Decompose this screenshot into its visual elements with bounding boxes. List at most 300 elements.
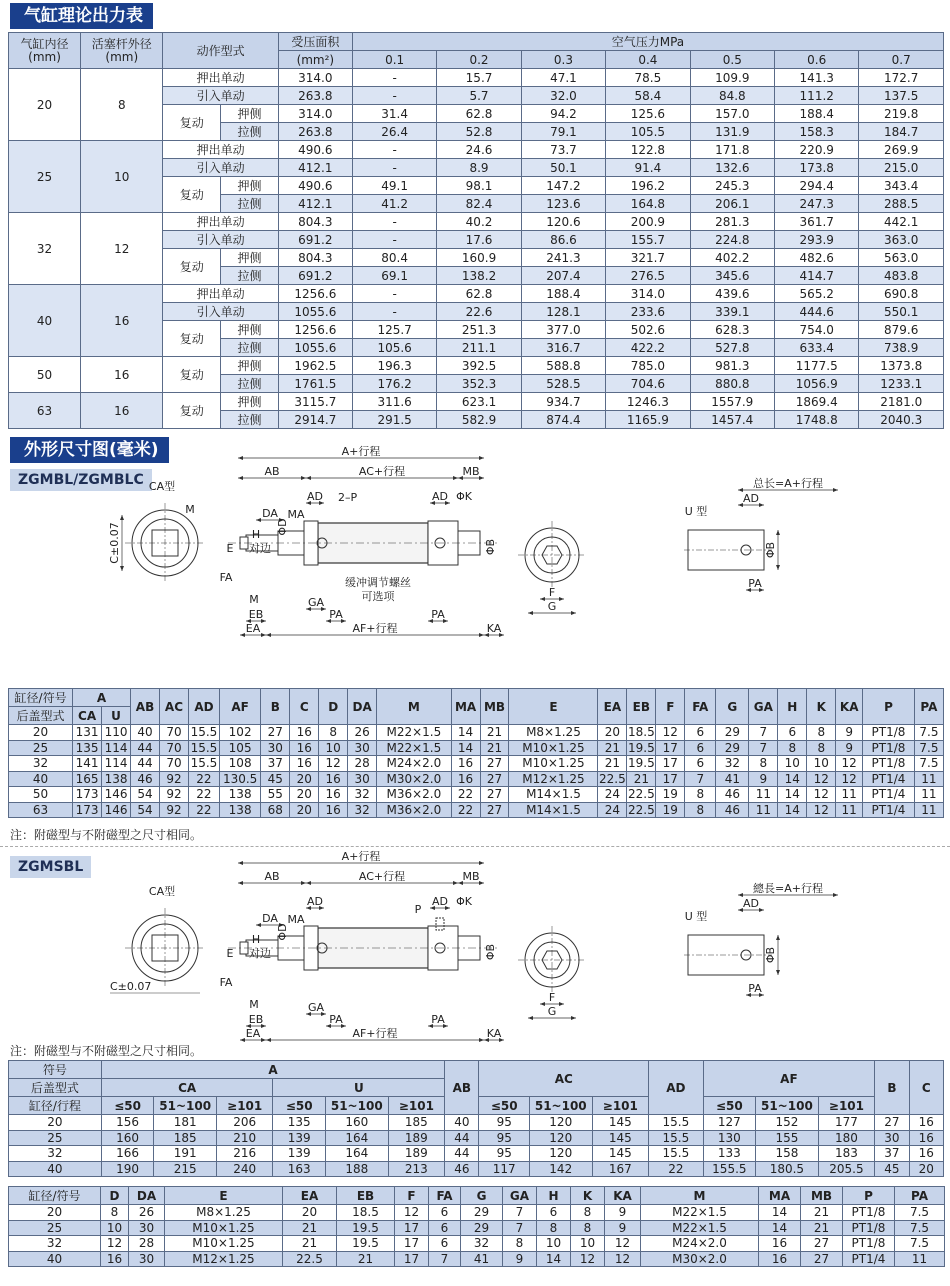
table-cell: 11 [914,802,943,818]
value-cell: 343.4 [859,177,944,195]
label-fa: FA [219,571,233,584]
table-row [9,1251,945,1267]
model-label-zgmbl: ZGMBL/ZGMBLC [10,469,152,491]
label-ka: KA [486,622,502,635]
table-cell: 8 [807,725,836,741]
action-side: 拉侧 [221,195,279,213]
label-ad: AD [432,490,448,503]
label-ab: AB [264,465,280,478]
table-cell: 22 [649,1161,704,1177]
table-cell: 46 [131,771,160,787]
table-cell: 14 [778,802,807,818]
bore-cell: 40 [9,285,81,357]
header-range: ≤50 [703,1097,755,1115]
value-cell: 623.1 [437,393,521,411]
value-cell: 32.0 [521,87,605,105]
value-cell: 263.8 [278,123,352,141]
table-cell: PT1/8 [863,740,915,756]
table-cell: 21 [283,1236,337,1252]
table-cell: 30 [348,771,377,787]
header-col: MA [451,689,480,725]
header-col: KA [605,1187,641,1205]
table-cell: 114 [102,756,131,772]
label-phi-b: ΦB [484,538,497,556]
value-cell: 47.1 [521,69,605,87]
table-cell: 30 [129,1251,165,1267]
table-cell: 210 [216,1130,273,1146]
table-cell: 7.5 [895,1220,945,1236]
table-cell: PT1/4 [863,771,915,787]
value-cell: 131.9 [690,123,774,141]
action-side: 押侧 [221,357,279,375]
value-cell: 879.6 [859,321,944,339]
header-col: C [290,689,319,725]
table-cell: 27 [480,802,509,818]
table-cell: 46 [716,802,749,818]
table-cell: 27 [261,725,290,741]
value-cell: 50.1 [521,159,605,177]
table-cell: 6 [685,725,716,741]
label-pa: PA [329,608,343,621]
table-cell: 12 [571,1251,605,1267]
table-cell: 17 [395,1220,429,1236]
table-cell: M10×1.25 [509,756,598,772]
table-cell: 7.5 [895,1205,945,1221]
table-cell: 63 [9,802,73,818]
table-cell: 16 [759,1236,801,1252]
value-cell: 173.8 [775,159,859,177]
table-cell: 22.5 [627,802,655,817]
table-cell: 15.5 [649,1130,704,1146]
value-cell: 392.5 [437,357,521,375]
table-cell: 185 [154,1130,217,1146]
action-push: 押出单动 [163,213,278,231]
label-phi-b: ΦB [484,943,497,961]
value-cell: 1557.9 [690,393,774,411]
table-cell: 40 [9,771,73,787]
table-cell: 14 [759,1205,801,1221]
table-cell: 12 [836,771,863,787]
label-eb: EB [248,1013,264,1026]
value-cell: 188.4 [775,105,859,123]
value-cell: - [352,231,436,249]
table-cell: 185 [388,1115,445,1131]
table-cell: 44 [445,1146,479,1162]
value-cell: 981.3 [690,357,774,375]
header-ca: CA [73,707,102,725]
table-cell: 205.5 [818,1161,875,1177]
table-cell: 12 [656,725,685,741]
header-pressure-value: 0.7 [859,51,944,69]
value-cell: 804.3 [278,213,352,231]
table-cell: 20 [9,1205,101,1221]
label-ga: GA [307,1001,325,1014]
value-cell: 1165.9 [606,411,690,429]
table-cell: 130 [703,1130,755,1146]
label-duibian: 对边 [249,542,271,555]
table-cell: 12 [605,1251,641,1267]
value-cell: 565.2 [775,285,859,303]
table-cell: M30×2.0 [641,1251,759,1267]
table-cell: 11 [836,787,863,803]
label-ab: AB [264,870,280,883]
value-cell: 73.7 [521,141,605,159]
label-da: DA [262,912,278,925]
header-col: EA [283,1187,337,1205]
table-cell: 54 [131,802,160,818]
table-row [9,787,944,803]
header-bore-symbol: 缸径/符号 [9,689,73,707]
table-cell: 165 [73,771,102,787]
table-cell: 145 [592,1115,649,1131]
table-cell: 11 [836,802,863,818]
table-cell: 21 [337,1251,395,1267]
header-ab: AB [445,1061,479,1115]
action-side: 拉侧 [221,411,279,429]
table-cell: 16 [451,756,480,772]
header-col: M [377,689,451,725]
header-pressure-value: 0.6 [775,51,859,69]
table-cell: 21 [283,1220,337,1236]
table-cell: 32 [461,1236,503,1252]
table-cell: 138 [219,787,260,803]
value-cell: 1177.5 [775,357,859,375]
table-cell: 14 [778,787,807,803]
table-cell: 14 [451,725,480,741]
table-cell: 25 [9,740,73,756]
table-cell: 190 [101,1161,153,1177]
table-row [9,725,944,741]
value-cell: 176.2 [352,375,436,393]
table-cell: M10×1.25 [165,1236,283,1252]
label-pa: PA [748,982,762,995]
table-cell: 25 [9,1130,102,1146]
table-cell: 26 [129,1205,165,1221]
rod-cell: 16 [81,285,163,357]
value-cell: 1233.1 [859,375,944,393]
value-cell: 147.2 [521,177,605,195]
table-cell: 28 [348,756,377,772]
table-cell: 68 [261,802,290,818]
table-cell: 131 [73,725,102,741]
header-col: F [656,689,685,725]
value-cell: 31.4 [352,105,436,123]
action-double: 复动 [163,357,221,393]
table-cell: 7 [749,740,778,756]
table-cell: 7.5 [895,1236,945,1252]
table-cell: 10 [319,740,348,756]
c-tolerance-label: C±0.07 [110,980,152,993]
bore-cell: 25 [9,141,81,213]
value-cell: 1373.8 [859,357,944,375]
header-col: MA [759,1187,801,1205]
table-cell: 32 [348,802,377,818]
header-col: AC [159,689,188,725]
table-cell: 14 [451,740,480,756]
value-cell: 80.4 [352,249,436,267]
value-cell: 196.2 [606,177,690,195]
table-cell: 92 [159,787,188,803]
header-range: ≥101 [818,1097,875,1115]
table-cell: 70 [159,725,188,741]
table-row [9,1236,945,1252]
value-cell: 125.7 [352,321,436,339]
table-cell: 24 [598,802,627,818]
value-cell: 1748.8 [775,411,859,429]
table-cell: 8 [778,740,807,756]
header-bore: 气缸内径 (mm) [9,33,81,69]
value-cell: - [352,87,436,105]
header-pressure-value: 0.5 [690,51,774,69]
label-ac-stroke: AC+行程 [358,465,406,478]
table-cell: 155 [756,1130,819,1146]
table-cell: 17 [656,756,685,772]
table-cell: 22.5 [283,1251,337,1267]
table-cell: 240 [216,1161,273,1177]
table-cell: 44 [131,740,160,756]
value-cell: 690.8 [859,285,944,303]
table-cell: 145 [592,1130,649,1146]
table-cell: 16 [759,1251,801,1267]
value-cell: 482.6 [775,249,859,267]
header-col: EA [598,689,627,725]
table-cell: 10 [778,756,807,772]
table-cell: 180.5 [756,1161,819,1177]
table-cell: 12 [836,756,863,772]
value-cell: 339.1 [690,303,774,321]
action-side: 拉侧 [221,339,279,357]
table-cell: 16 [909,1130,943,1146]
header-col: K [571,1187,605,1205]
value-cell: 5.7 [437,87,521,105]
label-phi-b: ΦB [764,541,777,559]
value-cell: 294.4 [775,177,859,195]
value-cell: 49.1 [352,177,436,195]
value-cell: - [352,159,436,177]
table-cell: PT1/8 [843,1236,895,1252]
value-cell: 1055.6 [278,339,352,357]
value-cell: 314.0 [278,105,352,123]
value-cell: 22.6 [437,303,521,321]
value-cell: 200.9 [606,213,690,231]
header-symbol: 符号 [9,1061,102,1079]
table-cell: 32 [716,756,749,772]
table-cell: 30 [261,740,290,756]
table-cell: 11 [895,1251,945,1267]
table-cell: 8 [571,1205,605,1221]
table-cell: 102 [219,725,260,741]
header-area: 受压面积 [278,33,352,51]
table-cell: 92 [159,802,188,818]
table-row [9,1146,944,1162]
table-cell: 92 [159,771,188,787]
value-cell: 160.9 [437,249,521,267]
table-cell: M8×1.25 [509,725,598,741]
value-cell: 219.8 [859,105,944,123]
table-cell: 8 [685,802,716,818]
table-cell: 16 [451,771,480,787]
value-cell: 125.6 [606,105,690,123]
value-cell: 314.0 [278,69,352,87]
table-cell: 40 [9,1251,101,1267]
value-cell: 1761.5 [278,375,352,393]
label-af-stroke: AF+行程 [352,1027,398,1040]
value-cell: 245.3 [690,177,774,195]
value-cell: 94.2 [521,105,605,123]
value-cell: 58.4 [606,87,690,105]
label-a-stroke: A+行程 [341,445,381,458]
label-g: G [547,600,557,613]
table-cell: 22.5 [599,771,626,786]
table-cell: 17 [395,1236,429,1252]
header-col: G [716,689,749,725]
header-col: E [165,1187,283,1205]
action-push: 押出单动 [163,141,278,159]
table-cell: 215 [154,1161,217,1177]
table-cell: 139 [273,1146,325,1162]
action-side: 押侧 [221,321,279,339]
table-cell: 17 [395,1251,429,1267]
value-cell: 171.8 [690,141,774,159]
value-cell: 361.7 [775,213,859,231]
table-cell: 173 [73,787,102,803]
header-a: A [101,1061,444,1079]
u-type-label: U 型 [684,505,708,518]
bore-cell: 32 [9,213,81,285]
table-cell: 29 [461,1220,503,1236]
value-cell: 293.9 [775,231,859,249]
dimension-table-zgmsbl-b [8,1186,945,1267]
table-cell: 108 [219,756,260,772]
value-cell: 1246.3 [606,393,690,411]
table-cell: 11 [749,787,778,803]
label-f: F [548,991,556,1004]
value-cell: 442.1 [859,213,944,231]
value-cell: 934.7 [521,393,605,411]
table-row [9,771,944,787]
value-cell: 263.8 [278,87,352,105]
value-cell: 69.1 [352,267,436,285]
table-cell: 44 [445,1130,479,1146]
label-ea: EA [245,1027,261,1040]
header-col: E [509,689,598,725]
value-cell: 1056.9 [775,375,859,393]
value-cell: 691.2 [278,267,352,285]
header-row [9,1187,945,1205]
table-cell: 22 [188,802,219,818]
table-cell: 30 [129,1220,165,1236]
label-ad: AD [307,895,323,908]
value-cell: 377.0 [521,321,605,339]
table-cell: 6 [778,725,807,741]
value-cell: 52.8 [437,123,521,141]
table-cell: 7.5 [914,756,943,772]
label-mb: MB [462,465,480,478]
value-cell: 141.3 [775,69,859,87]
action-pull: 引入单动 [163,303,278,321]
action-pull: 引入单动 [163,87,278,105]
value-cell: 738.9 [859,339,944,357]
header-col: FA [429,1187,461,1205]
table-cell: 135 [273,1115,325,1131]
table-cell: 22.5 [627,787,655,802]
value-cell: 211.1 [437,339,521,357]
table-cell: 30 [875,1130,909,1146]
table-cell: M14×1.5 [509,787,598,803]
header-col: FA [685,689,716,725]
table-cell: 7 [685,771,716,787]
action-pull: 引入单动 [163,159,278,177]
table-cell: 139 [273,1130,325,1146]
label-ka: KA [486,1027,502,1040]
table-cell: 41 [461,1251,503,1267]
value-cell: 490.6 [278,141,352,159]
table-cell: 50 [9,787,73,803]
table-cell: 164 [325,1146,388,1162]
ca-type-label: CA型 [148,885,176,898]
table-cell: 17 [656,740,685,756]
table-cell: M12×1.25 [165,1251,283,1267]
table-cell: 120 [529,1130,592,1146]
table-cell: 46 [445,1161,479,1177]
table-row [9,1205,945,1221]
value-cell: 78.5 [606,69,690,87]
note-1: 注：附磁型与不附磁型之尺寸相同。 [10,828,203,842]
header-u: U [273,1079,445,1097]
label-total-length: 总长=A+行程 [753,477,823,490]
table-cell: 9 [503,1251,537,1267]
value-cell: 2040.3 [859,411,944,429]
header-area-unit: (mm²) [278,51,352,69]
value-cell: 804.3 [278,249,352,267]
table-cell: 20 [283,1205,337,1221]
value-cell: 155.7 [606,231,690,249]
table-cell: M24×2.0 [377,756,451,772]
action-side: 拉侧 [221,123,279,141]
table-cell: 8 [503,1236,537,1252]
table-row [9,756,944,772]
table-cell: 180 [818,1130,875,1146]
header-pressure-value: 0.1 [352,51,436,69]
value-cell: 291.5 [352,411,436,429]
divider [0,846,950,847]
table-cell: 21 [801,1205,843,1221]
value-cell: 439.6 [690,285,774,303]
dimension-table-zgmbl [8,688,944,818]
table-cell: 95 [479,1130,529,1146]
table-cell: M22×1.5 [641,1205,759,1221]
label-ad: AD [743,897,759,910]
value-cell: 172.7 [859,69,944,87]
value-cell: - [352,69,436,87]
table-cell: 120 [529,1146,592,1162]
label-da: DA [262,507,278,520]
table-cell: 20 [9,725,73,741]
table-cell: 117 [479,1161,529,1177]
label-pa: PA [431,1013,445,1026]
label-mb: MB [462,870,480,883]
value-cell: 122.8 [606,141,690,159]
table-cell: 45 [875,1161,909,1177]
value-cell: 105.6 [352,339,436,357]
header-col: AB [131,689,160,725]
table-cell: 7 [503,1220,537,1236]
header-col: MB [480,689,509,725]
table-cell: PT1/4 [843,1251,895,1267]
label-2-p: 2–P [338,491,358,504]
table-cell: 173 [73,802,102,818]
header-col: MB [801,1187,843,1205]
